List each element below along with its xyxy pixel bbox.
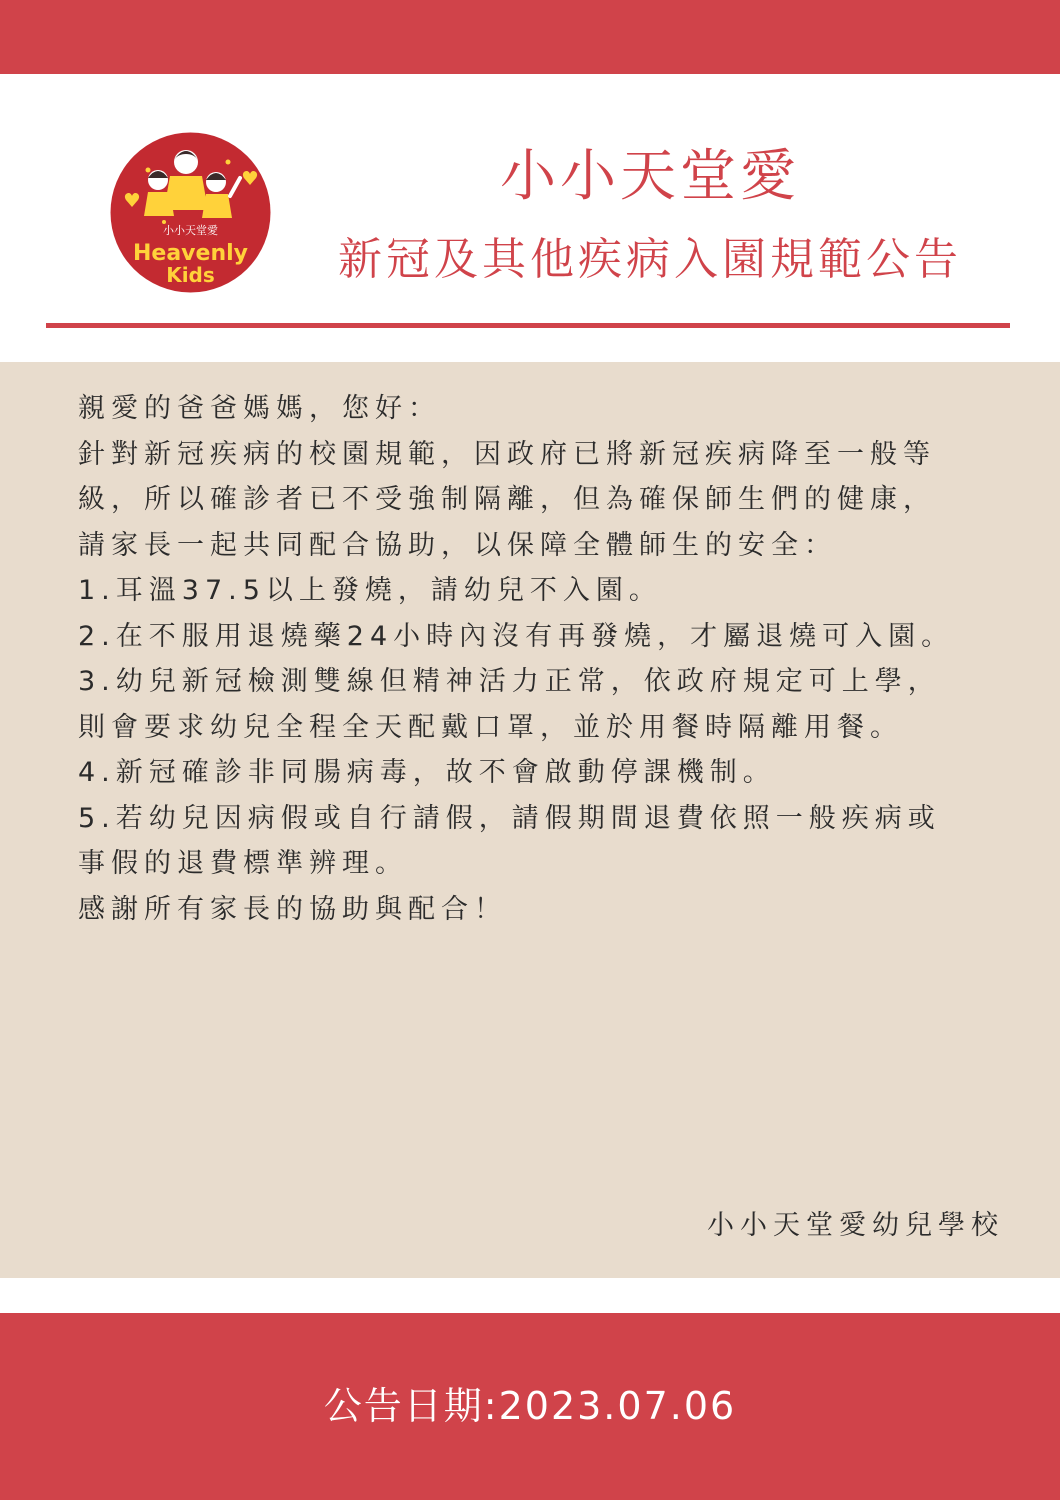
- top-banner: [0, 0, 1060, 74]
- rule-item-4: 4.新冠確診非同腸病毒，故不會啟動停課機制。: [78, 757, 776, 788]
- rule-item-3-cont: 則會要求幼兒全程全天配戴口罩，並於用餐時隔離用餐。: [78, 711, 903, 743]
- logo-english-line1: Heavenly: [133, 241, 248, 266]
- notice-body: [78, 386, 1018, 932]
- intro-line: 針對新冠疾病的校園規範，因政府已將新冠疾病降至一般等: [78, 438, 936, 470]
- school-logo: [108, 130, 273, 295]
- title-divider: [46, 323, 1010, 328]
- signature: 小小天堂愛幼兒學校: [707, 1210, 1004, 1241]
- rule-item-5-cont: 事假的退費標準辨理。: [78, 848, 408, 879]
- greeting-line: 親愛的爸爸媽媽，您好：: [78, 393, 441, 424]
- closing-line: 感謝所有家長的協助與配合！: [78, 893, 507, 925]
- school-title: 小小天堂愛: [500, 144, 800, 209]
- intro-line: 請家長一起共同配合協助，以保障全體師生的安全：: [78, 529, 837, 561]
- intro-line: 級，所以確診者已不受強制隔離，但為確保師生們的健康，: [78, 484, 936, 515]
- announcement-date: 公告日期:2023.07.06: [323, 1384, 737, 1428]
- logo-english-line2: Kids: [166, 263, 215, 287]
- notice-title: 新冠及其他疾病入園規範公告: [338, 234, 962, 285]
- logo-chinese-text: 小小天堂愛: [163, 224, 218, 237]
- rule-item-3: 3.幼兒新冠檢測雙線但精神活力正常，依政府規定可上學，: [78, 666, 941, 697]
- rule-item-1: 1.耳溫37.5以上發燒，請幼兒不入園。: [78, 575, 662, 606]
- rule-item-2: 2.在不服用退燒藥24小時內沒有再發燒，才屬退燒可入園。: [78, 620, 955, 652]
- rule-item-5: 5.若幼兒因病假或自行請假，請假期間退費依照一般疾病或: [78, 802, 941, 834]
